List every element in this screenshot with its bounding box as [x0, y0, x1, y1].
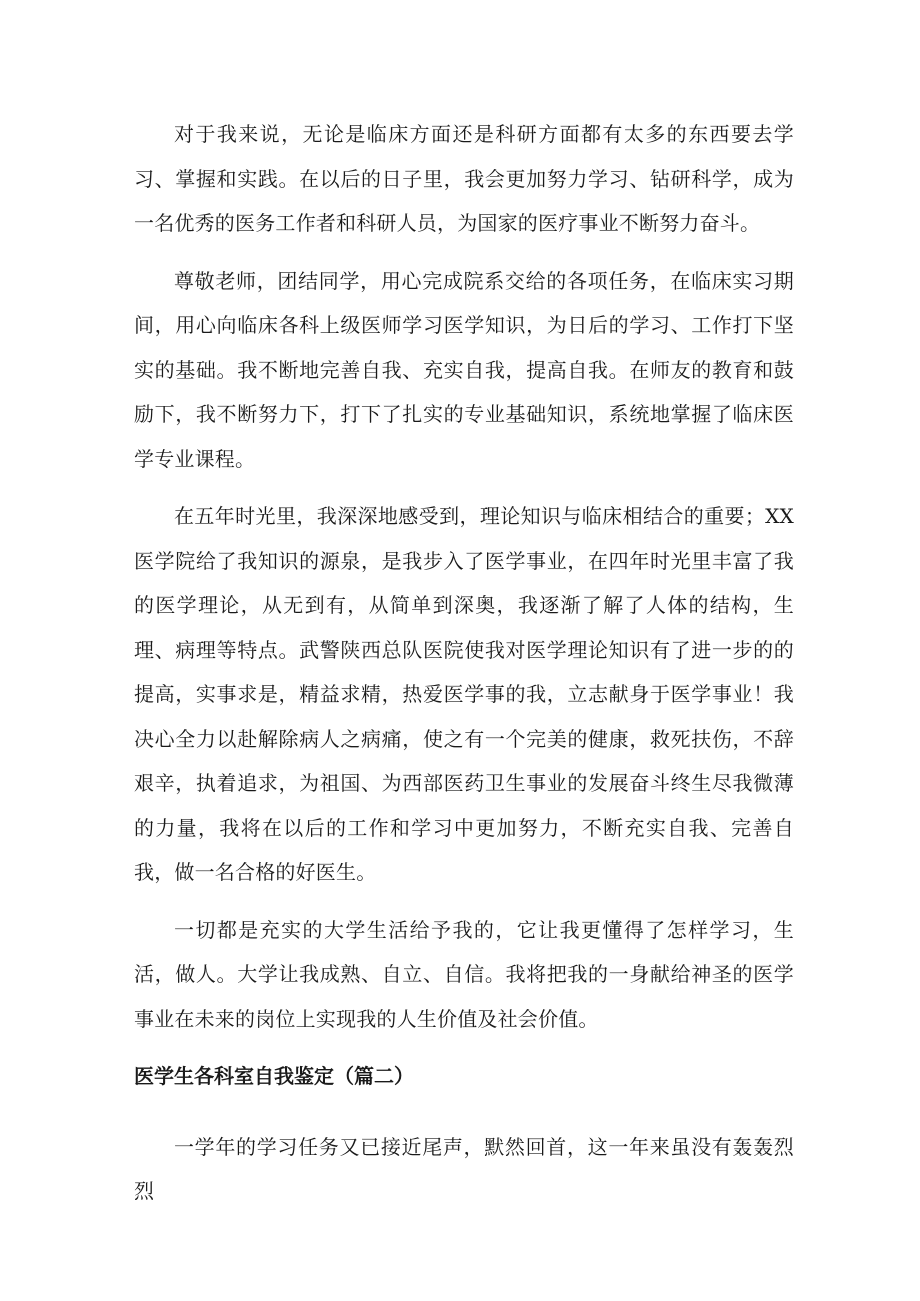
- section-heading: 医学生各科室自我鉴定（篇二）: [134, 1064, 414, 1088]
- paragraph: 在五年时光里，我深深地感受到，理论知识与临床相结合的重要；XX医学院给了我知识的源泉，是我步入了医学事业，在四年时光里丰富了我的医学理论，从无到有，从简单到深奥，我逐渐了解了人体的结构，生理、病理等特点。武警陕西总队医院使我对医学理论知识有了进一步的的提高，实事求是，精益求精，热爱医学事的我，立志献身于医学事业！我决心全力以赴解除病人之病痛，使之有一个完美的健康，救死扶伤，不辞艰辛，执着追求，为祖国、为西部医药卫生事业的发展奋斗终生尽我微薄的力量，我将在以后的工作和学习中更加努力，不断充实自我、完善自我，做一名合格的好医生。: [134, 504, 794, 884]
- paragraph: 一切都是充实的大学生活给予我的，它让我更懂得了怎样学习，生活，做人。大学让我成熟、自立、自信。我将把我的一身献给神圣的医学事业在未来的岗位上实现我的人生价值及社会价值。: [134, 917, 794, 1031]
- paragraph: 尊敬老师，团结同学，用心完成院系交给的各项任务，在临床实习期间，用心向临床各科上级医师学习医学知识，为日后的学习、工作打下坚实的基础。我不断地完善自我、充实自我，提高自我。在师友的教育和鼓励下，我不断努力下，打下了扎实的专业基础知识，系统地掌握了临床医学专业课程。: [134, 268, 794, 471]
- document-body: [134, 112, 794, 1227]
- paragraph: 一学年的学习任务又已接近尾声，默然回首，这一年来虽没有轰轰烈烈: [134, 1134, 794, 1203]
- paragraph: 对于我来说，无论是临床方面还是科研方面都有太多的东西要去学习、掌握和实践。在以后的日子里，我会更加努力学习、钻研科学，成为一名优秀的医务工作者和科研人员，为国家的医疗事业不断努力奋斗。: [134, 122, 794, 235]
